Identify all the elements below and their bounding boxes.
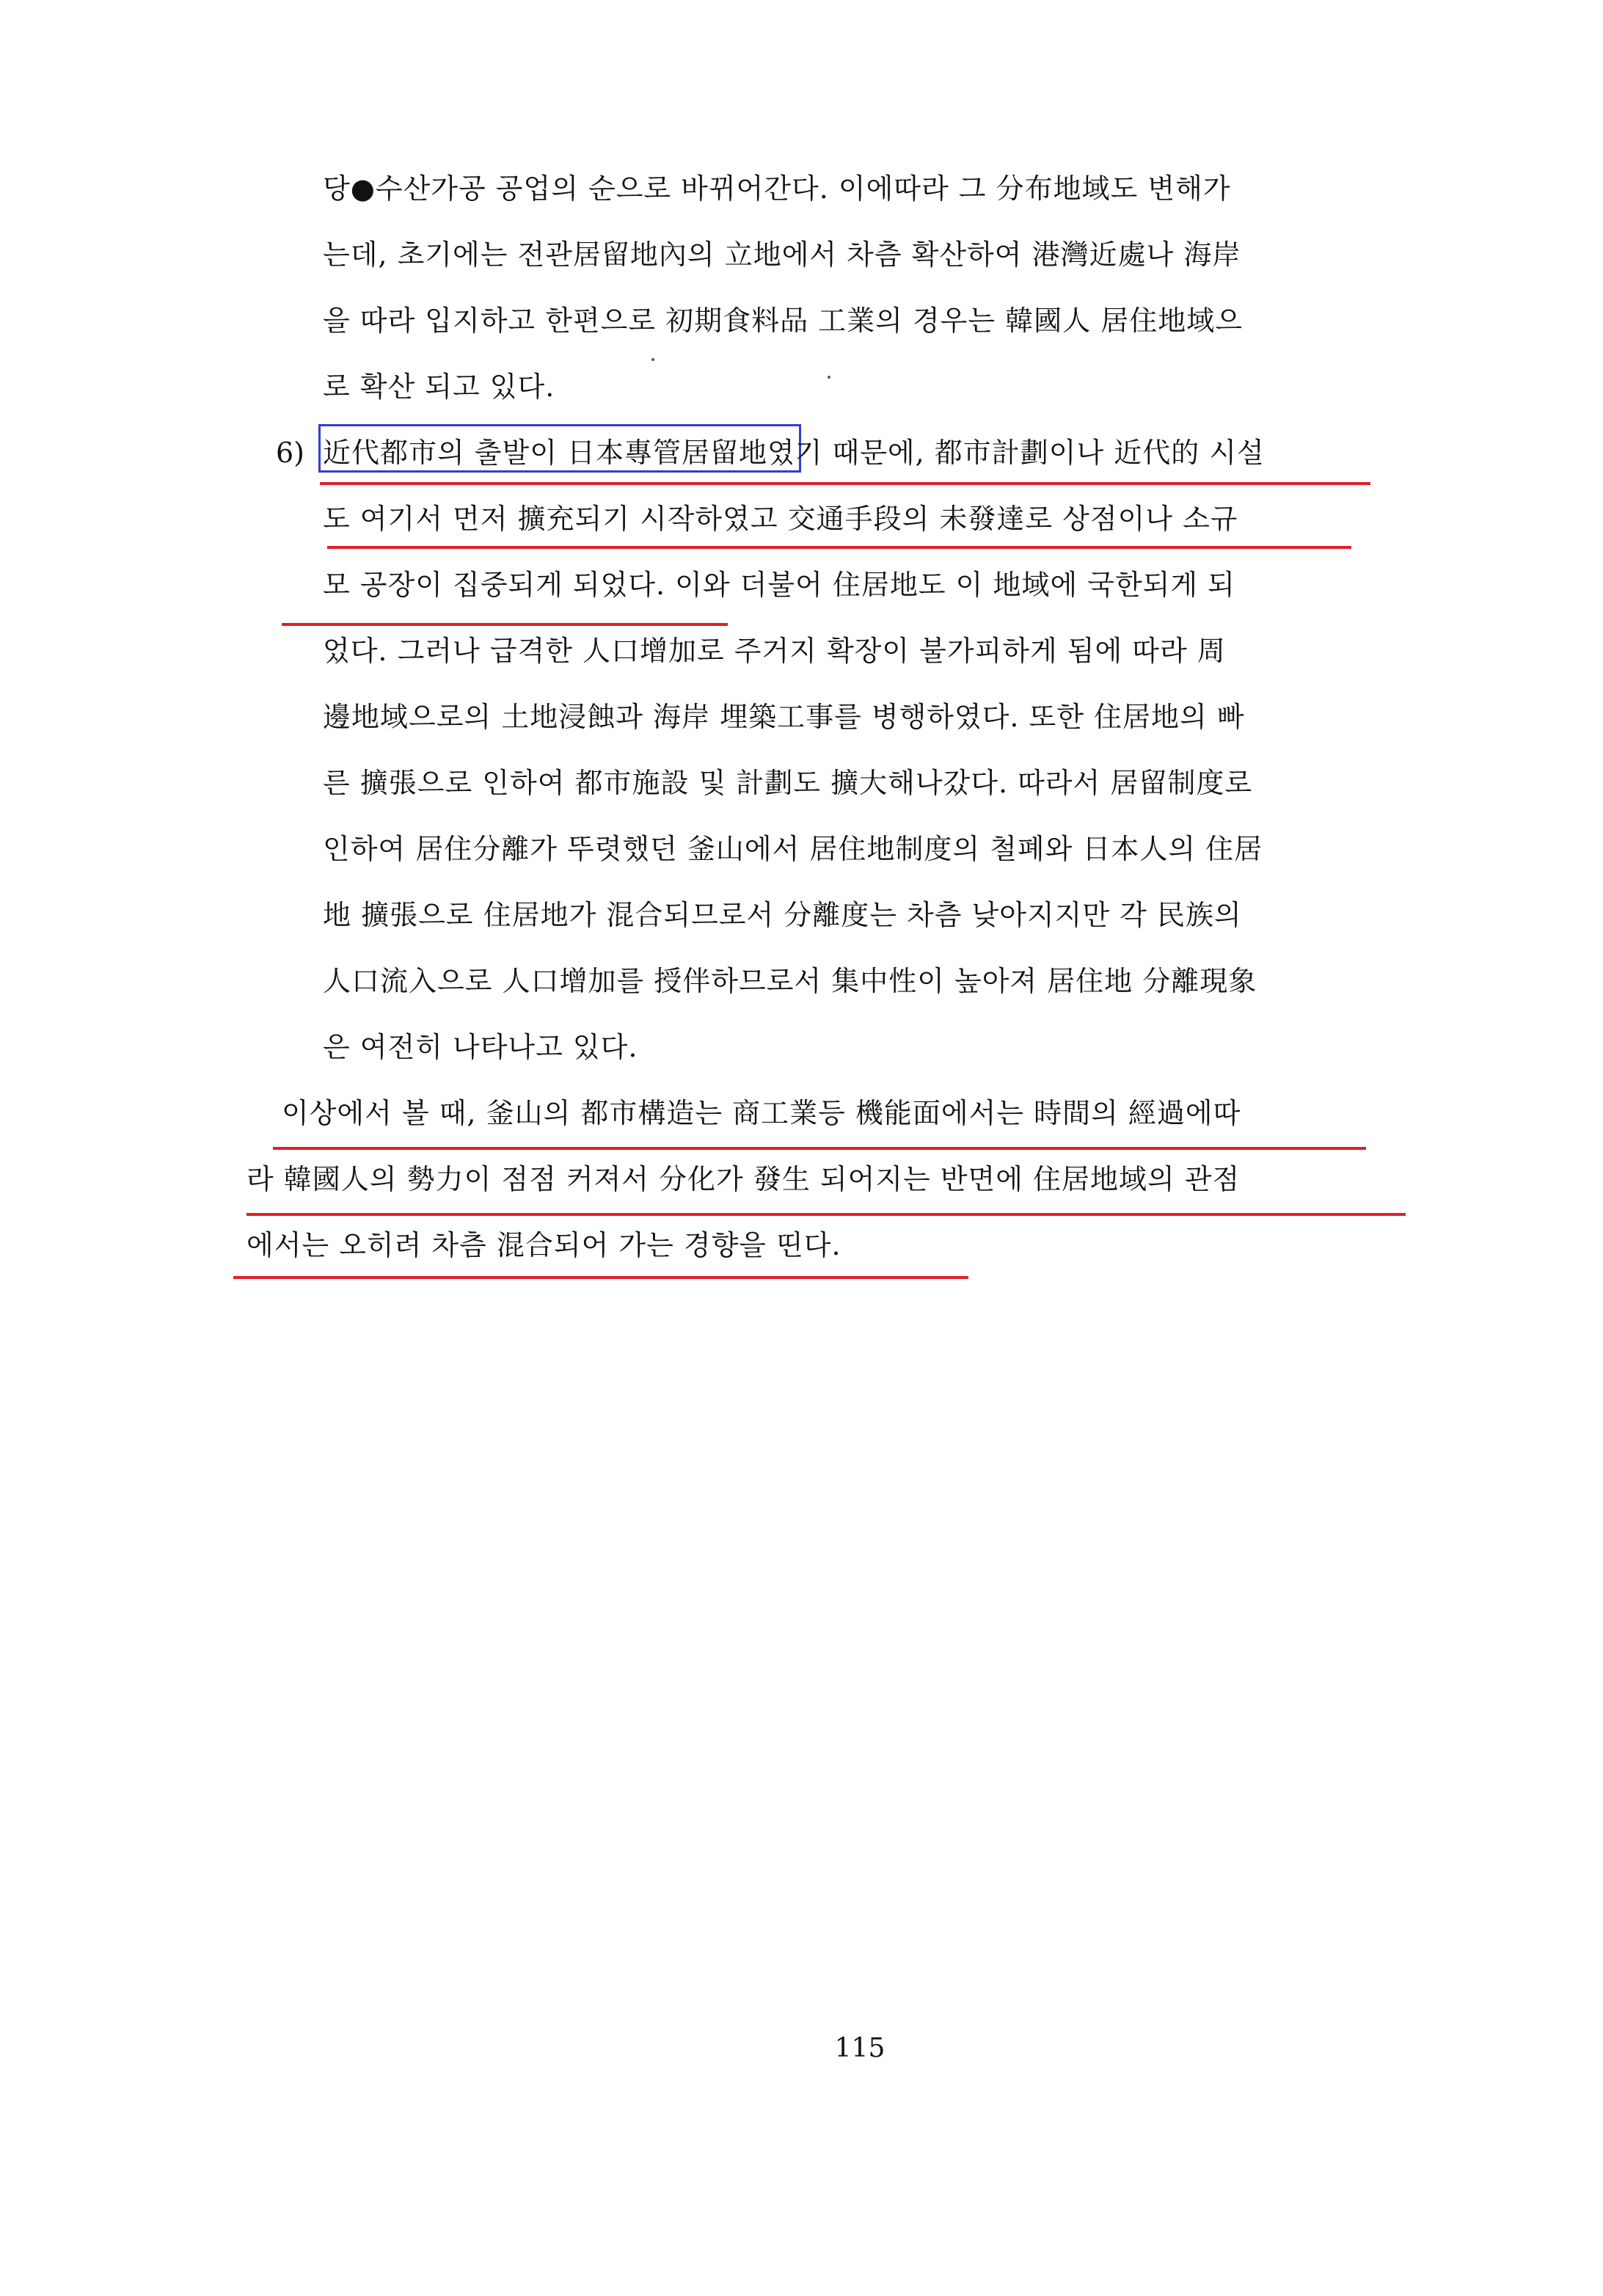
item-marker: 6) [276, 437, 305, 469]
text-line: 인하여 居住分離가 뚜렷했던 釜山에서 居住地制度의 철폐와 日本人의 住居 [323, 833, 1263, 865]
scan-speck [651, 358, 654, 361]
red-underline [327, 546, 1351, 549]
text-line: 었다. 그러나 급격한 人口增加로 주거지 확장이 불가피하게 됨에 따라 周 [323, 635, 1226, 667]
red-underline [282, 623, 728, 626]
text-line: 을 따라 입지하고 한편으로 初期食料品 工業의 경우는 韓國人 居住地域으 [323, 305, 1243, 337]
text-line: 도 여기서 먼저 擴充되기 시작하였고 交通手段의 未發達로 상점이나 소규 [323, 503, 1238, 535]
text-line: 당●수산가공 공업의 순으로 바뀌어간다. 이에따라 그 分布地域도 변해가 [323, 172, 1231, 205]
text-line: 地 擴張으로 住居地가 混合되므로서 分離度는 차츰 낮아지지만 각 民族의 [323, 899, 1242, 931]
page-number: 115 [834, 2033, 886, 2063]
scan-speck [828, 376, 830, 379]
red-underline [233, 1276, 968, 1279]
red-underline [273, 1147, 1366, 1150]
text-line: 이상에서 볼 때, 釜山의 都市構造는 商工業등 機能面에서는 時間의 經過에따 [282, 1097, 1241, 1129]
text-line: 모 공장이 집중되게 되었다. 이와 더불어 住居地도 이 地域에 국한되게 되 [323, 569, 1235, 601]
text-line: 近代都市의 출발이 日本專管居留地였기 때문에, 都市計劃이나 近代的 시설 [323, 437, 1265, 469]
text-line: 른 擴張으로 인하여 都市施設 및 計劃도 擴大해나갔다. 따라서 居留制度로 [323, 767, 1253, 799]
text-line: 邊地域으로의 土地浸蝕과 海岸 埋築工事를 병행하였다. 또한 住居地의 빠 [323, 701, 1245, 733]
red-underline [320, 482, 1370, 485]
text-line: 로 확산 되고 있다. [323, 371, 555, 403]
text-line: 人口流入으로 人口增加를 授伴하므로서 集中性이 높아져 居住地 分離現象 [323, 965, 1257, 997]
text-line: 에서는 오히려 차츰 混合되어 가는 경향을 띤다. [247, 1229, 841, 1261]
text-line: 는데, 초기에는 전관居留地內의 立地에서 차츰 확산하여 港灣近處나 海岸 [323, 238, 1241, 271]
text-line: 은 여전히 나타나고 있다. [323, 1031, 638, 1063]
red-underline [247, 1213, 1406, 1216]
text-line: 라 韓國人의 勢力이 점점 커져서 分化가 發生 되어지는 반면에 住居地域의 관점 [247, 1163, 1241, 1195]
